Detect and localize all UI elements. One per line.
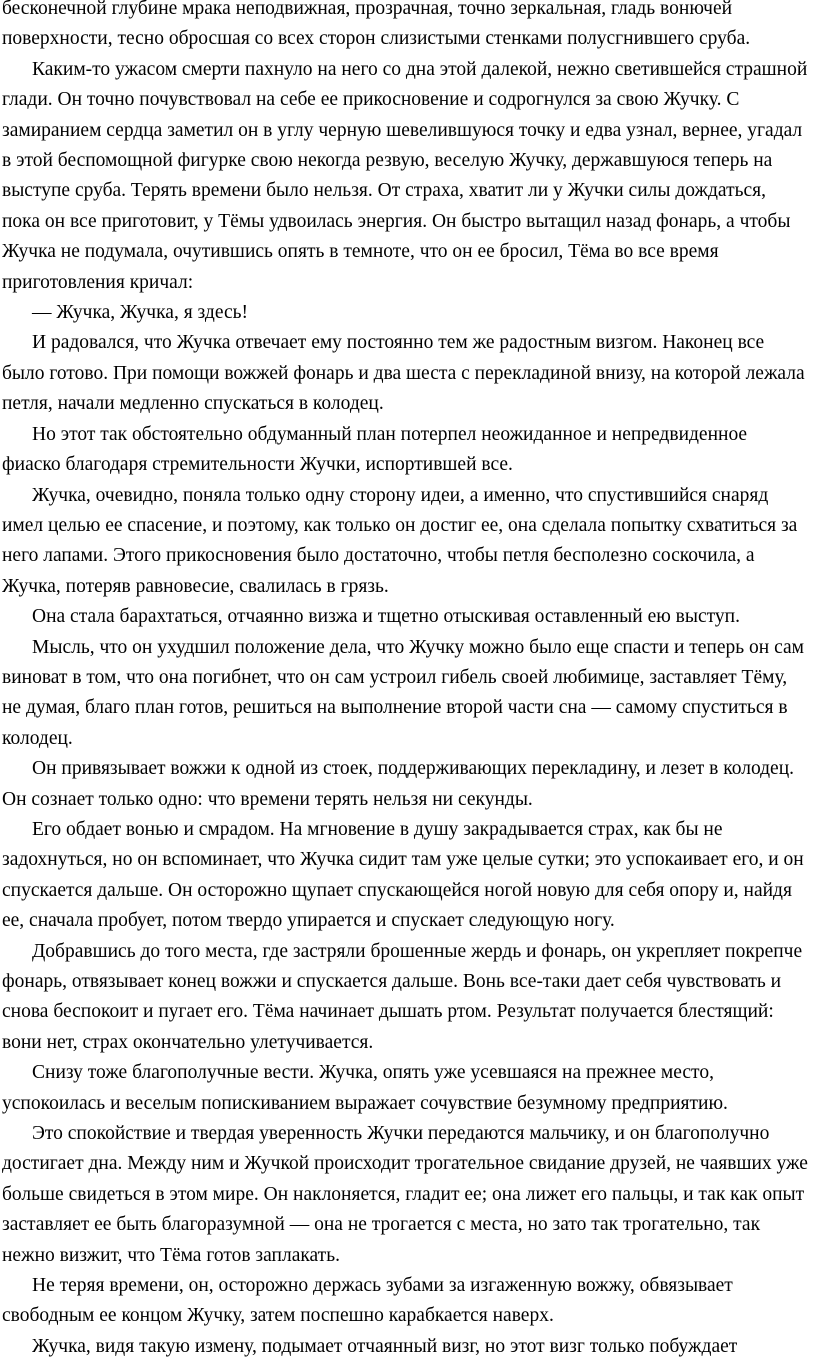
paragraph: Она стала барахтаться, отчаянно визжа и тщетно отыскивая оставленный ею выступ. xyxy=(32,606,740,628)
paragraph: И радовался, что Жучка отвечает ему постоянно тем же радостным визгом. Наконец все было готово. При помощи вожжей фонарь и два шеста с перекладиной внизу, на которой лежала петля, начали медленно спускаться в колодец. xyxy=(2,332,805,415)
paragraph: бесконечной глубине мрака неподвижная, прозрачная, точно зеркальная, гладь вонючей поверхности, тесно обросшая со всех сторон слизистыми стенками полусгнившего сруба. xyxy=(2,0,751,50)
paragraph: Это спокойствие и твердая уверенность Жучки передаются мальчику, и он благополучно достигает дна. Между ним и Жучкой происходит трогательное свидание друзей, не чаявших уже больше свидеться в этом мире. Он наклоняется, гладит ее; она лижет его пальцы, и так как опыт заставляет ее быть благоразумной — она не трогается с места, но зато так трогательно, так нежно визжит, что Тёма готов заплакать. xyxy=(2,1123,808,1266)
paragraph: Жучка, видя такую измену, подымает отчаянный визг, но этот визг только побуждает xyxy=(32,1335,738,1357)
paragraph: Снизу тоже благополучные вести. Жучка, опять уже усевшаяся на прежнее место, успокоилась и веселым попискиванием выражает сочувствие безумному предприятию. xyxy=(2,1062,728,1114)
paragraph: — Жучка, Жучка, я здесь! xyxy=(32,302,248,324)
paragraph: Мысль, что он ухудшил положение дела, что Жучку можно было еще спасти и теперь он сам виноват в том, что она погибнет, что он сам устроил гибель своей любимице, заставляет Тёму, не думая, благо план готов, решиться на выполнение второй части сна — самому спуститься в колодец. xyxy=(2,636,804,749)
paragraph: Его обдает вонью и смрадом. На мгновение в душу закрадывается страх, как бы не задохнуться, но он вспоминает, что Жучка сидит там уже целые сутки; это успокаивает его, и он спускается дальше. Он осторожно щупает спускающейся ногой новую для себя опору и, найдя ее, сначала пробует, потом твердо упирается и спускает следующую ногу. xyxy=(2,818,804,932)
paragraph: Жучка, очевидно, поняла только одну сторону идеи, а именно, что спустившийся снаряд имел целью ее спасение, и поэтому, как только он достиг ее, она сделала попытку схватиться за него лапами. Этого прикосновения было достаточно, чтобы петля бесполезно соскочила, а Жучка, потеряв равновесие, свалилась в грязь. xyxy=(2,484,798,597)
paragraph: Но этот так обстоятельно обдуманный план потерпел неожиданное и непредвиденное фиаско благодаря стремительности Жучки, испортившей все. xyxy=(2,423,748,476)
paragraph: Не теряя времени, он, осторожно держась зубами за изгаженную вожжу, обвязывает свободным ее концом Жучку, затем поспешно карабкается наверх. xyxy=(2,1275,733,1327)
paragraph: Добравшись до того места, где застряли брошенные жердь и фонарь, он укрепляет покрепче фонарь, отвязывает конец вожжи и спускается дальше. Вонь все-таки дает себя чувствовать и снова беспокоит и пугает его. Тёма начинает дышать ртом. Результат получается блестящий: вони нет, страх окончательно улетучивается. xyxy=(2,940,803,1053)
paragraph: Каким-то ужасом смерти пахнуло на него со дна этой далекой, нежно светившейся страшной глади. Он точно почувствовал на себе ее прикосновение и содрогнулся за свою Жучку. С замиранием сердца заметил он в углу черную шевелившуюся точку и едва узнал, вернее, угадал в этой беспомощной фигурке свою некогда резвую, веселую Жучку, державшуюся теперь на выступе сруба. Терять времени было нельзя. От страха, хватит ли у Жучки силы дождаться, пока он все приготовит, у Тёмы удвоилась энергия. Он быстро вытащил назад фонарь, а чтобы Жучка не подумала, очутившись опять в темноте, что он ее бросил, Тёма во все время приготовления кричал: xyxy=(2,58,808,293)
paragraph: Он привязывает вожжи к одной из стоек, поддерживающих перекладину, и лезет в колодец. Он сознает только одно: что времени терять нельзя ни секунды. xyxy=(2,758,795,810)
